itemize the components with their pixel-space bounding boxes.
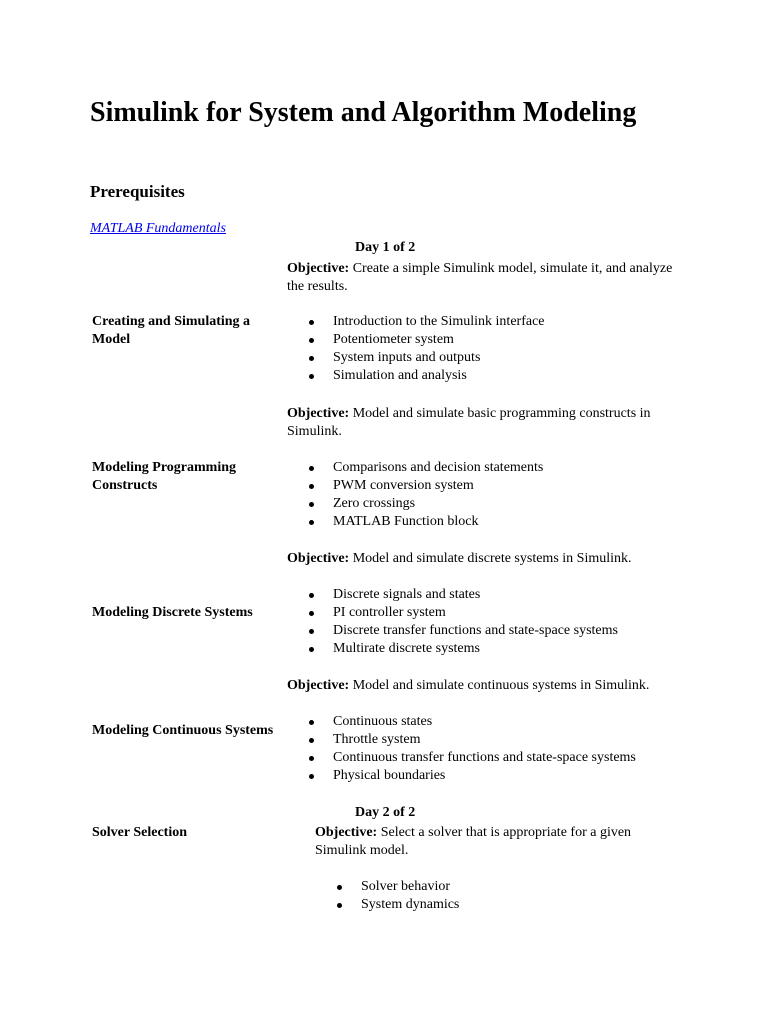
bullet-list-4	[309, 713, 636, 785]
objective-text: Model and simulate basic programming constructs in Simulink.	[287, 406, 651, 439]
objective-label: Objective:	[287, 261, 350, 276]
page-title: Simulink for System and Algorithm Modeling	[90, 97, 637, 128]
bullet-list-2	[309, 459, 543, 531]
list-item: Multirate discrete systems	[309, 640, 618, 658]
matlab-fundamentals-link[interactable]: MATLAB Fundamentals	[90, 221, 226, 236]
topic-continuous-systems: Modeling Continuous Systems	[92, 723, 274, 738]
list-item: Solver behavior	[337, 878, 459, 896]
objective-label: Objective:	[287, 678, 350, 693]
day-1-label: Day 1 of 2	[355, 240, 416, 255]
list-item: Simulation and analysis	[309, 367, 545, 385]
list-item: System inputs and outputs	[309, 349, 545, 367]
objective-label: Objective:	[287, 551, 350, 566]
objective-1	[287, 260, 687, 296]
objective-text: Model and simulate discrete systems in Simulink.	[352, 551, 632, 566]
prerequisites-heading: Prerequisites	[90, 182, 185, 201]
list-item: PI controller system	[309, 604, 618, 622]
objective-5	[315, 824, 685, 860]
list-item: Discrete transfer functions and state-space systems	[309, 622, 618, 640]
list-item: System dynamics	[337, 896, 459, 914]
bullet-list-1	[309, 313, 545, 385]
list-item: PWM conversion system	[309, 477, 543, 495]
objective-text: Select a solver that is appropriate for a given Simulink model.	[315, 825, 632, 858]
topic-discrete-systems: Modeling Discrete Systems	[92, 605, 253, 620]
objective-label: Objective:	[315, 825, 378, 840]
objective-text: Create a simple Simulink model, simulate it, and analyze the results.	[287, 261, 673, 294]
list-item: Physical boundaries	[309, 767, 636, 785]
list-item: Potentiometer system	[309, 331, 545, 349]
bullet-list-3	[309, 586, 618, 658]
list-item: Discrete signals and states	[309, 586, 618, 604]
day-2-label: Day 2 of 2	[355, 805, 416, 820]
list-item: Continuous transfer functions and state-space systems	[309, 749, 636, 767]
list-item: Continuous states	[309, 713, 636, 731]
objective-3	[287, 550, 727, 568]
objective-4	[287, 677, 727, 695]
bullet-list-5	[337, 878, 459, 914]
list-item: MATLAB Function block	[309, 513, 543, 531]
objective-label: Objective:	[287, 406, 350, 421]
list-item: Throttle system	[309, 731, 636, 749]
topic-programming-constructs: Modeling Programming Constructs	[92, 460, 237, 493]
objective-2	[287, 405, 692, 441]
list-item: Zero crossings	[309, 495, 543, 513]
objective-text: Model and simulate continuous systems in Simulink.	[352, 678, 650, 693]
list-item: Comparisons and decision statements	[309, 459, 543, 477]
list-item: Introduction to the Simulink interface	[309, 313, 545, 331]
topic-creating-simulating: Creating and Simulating a Model	[92, 314, 251, 347]
topic-solver-selection: Solver Selection	[92, 825, 188, 840]
